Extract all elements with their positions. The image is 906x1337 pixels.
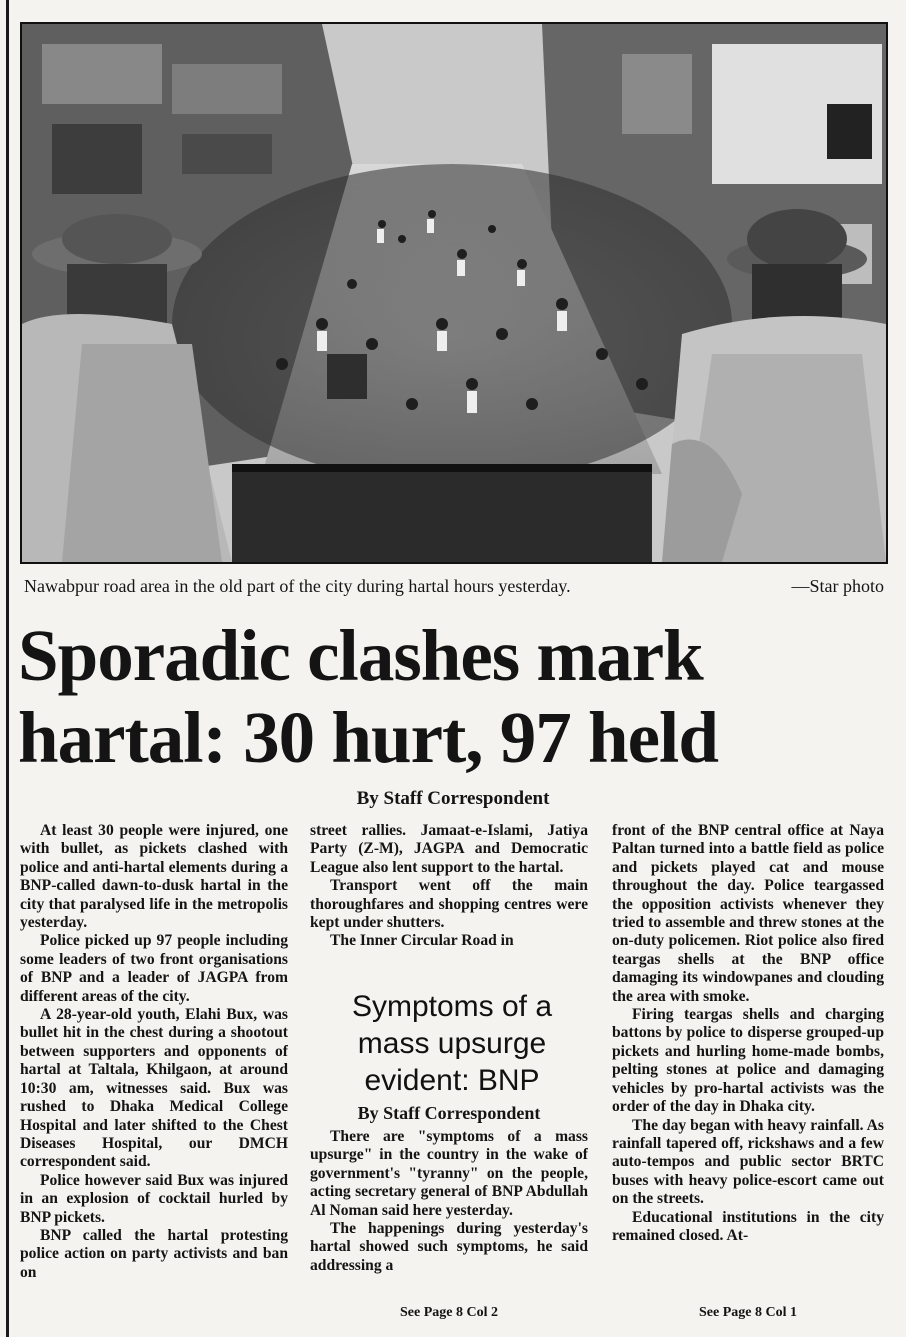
paragraph: A 28-year-old youth, Elahi Bux, was bullet hit in the chest during a shootout between supporters and opponents of hartal at Taltala, Khilgaon, at around 10:30 am, witnesses said. Bux was rushed to Dhaka Medical College Hospital and later shifted to the Chest Diseases Hospital, our DMCH correspondent said. [20, 1006, 288, 1171]
paragraph: front of the BNP central office at Naya Paltan turned into a battle field as police and pickets played cat and mouse throughout the day. Police teargassed the opposition activists whenever they tried to assemble and threw stones at the on-duty policemen. Riot police also fired teargas shells at the BNP office damaging its windowpanes and clouding the area with smoke. [612, 822, 884, 1005]
paragraph: At least 30 people were injured, one with bullet, as pickets clashed with police and anti-hartal elements during a BNP-called dawn-to-dusk hartal in the city that paralysed life in the metropolis yesterday. [20, 822, 288, 932]
paragraph: Transport went off the main thoroughfares and shopping centres were kept under shutters. [310, 877, 588, 932]
byline: By Staff Correspondent [356, 788, 550, 809]
paragraph: Police however said Bux was injured in an explosion of cocktail hurled by BNP pickets. [20, 1171, 288, 1226]
paragraph: Educational institutions in the city remained closed. At- [612, 1208, 884, 1244]
paragraph: The happenings during yesterday's hartal showed such symptoms, he said addressing a [310, 1220, 588, 1274]
sidebar-jump-line: See Page 8 Col 2 [400, 1305, 498, 1320]
column3-jump-line: See Page 8 Col 1 [699, 1305, 797, 1320]
headline-line-2: hartal: 30 hurt, 97 held [18, 697, 718, 778]
paragraph: There are "symptoms of a mass upsurge" in the country in the wake of government's "tyranny" on the people, acting secretary general of BNP Abdullah Al Noman said here yesterday. [310, 1128, 588, 1219]
sidebar-headline: Symptoms of a mass upsurge evident: BNP [351, 990, 553, 1097]
photo-caption [24, 575, 884, 597]
paragraph: The Inner Circular Road in [330, 932, 514, 950]
paragraph: BNP called the hartal protesting police action on party activists and ban on [20, 1226, 288, 1281]
sidebar-body [310, 1128, 588, 1300]
article-column-3 [612, 822, 884, 1300]
article-column-2 [310, 822, 588, 982]
page-border [6, 0, 9, 1337]
paragraph: Firing teargas shells and charging battons by police to disperse grouped-up pickets and hurling home-made bombs, pelting stones at police and damaging vehicles by pro-hartal activists was the order of the day in Dhaka city. [612, 1006, 884, 1116]
street-crowd-photo-icon [22, 24, 886, 562]
news-photo [20, 22, 888, 564]
photo-credit: —Star photo [791, 576, 884, 596]
paragraph: street rallies. Jamaat-e-Islami, Jatiya Party (Z-M), JAGPA and Democratic League also lent support to the hartal. [310, 822, 588, 876]
headline-line-1: Sporadic clashes mark [18, 615, 703, 696]
paragraph: Police picked up 97 people including some leaders of two front organisations of BNP and a leader of JAGPA from different areas of the city. [20, 932, 288, 1005]
article-column-1 [20, 822, 288, 1304]
caption-text: Nawabpur road area in the old part of the city during hartal hours yesterday. [24, 576, 571, 596]
paragraph: The day began with heavy rainfall. As rainfall tapered off, rickshaws and a few auto-tempos and public sector BRTC buses with heavy police-escort came out on the streets. [612, 1116, 884, 1208]
sidebar-byline: By Staff Correspondent [357, 1103, 541, 1123]
main-headline [18, 615, 898, 779]
